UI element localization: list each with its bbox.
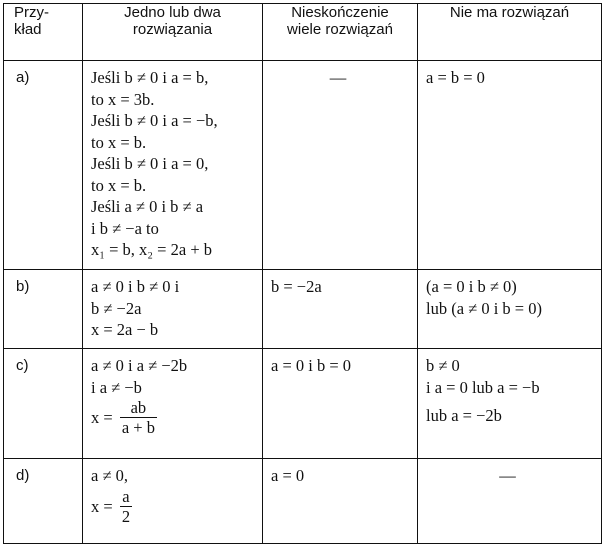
table-row-a: [4, 61, 602, 270]
header-example-line2: kład: [14, 21, 42, 38]
cell-c-line-2: i a ≠ −b: [91, 377, 142, 397]
cell-a-line-1: Jeśli b ≠ 0 i a = b,: [91, 68, 209, 87]
cell-d-none-line-1: —: [499, 466, 516, 485]
cell-c-none-line-2: i a = 0 lub a = −b: [426, 377, 540, 397]
header-example-line1: Przy-: [14, 4, 49, 21]
header-one-or-two: [83, 4, 263, 61]
cell-c-fraction-numerator: ab: [120, 398, 157, 418]
solutions-table: [3, 3, 602, 544]
cell-b-line-2: b ≠ −2a: [91, 298, 142, 318]
cell-b-line-3: x = 2a − b: [91, 320, 159, 339]
cell-c-none-line-1: b ≠ 0: [426, 356, 460, 375]
row-label-a: a): [4, 61, 83, 270]
cell-c-one-or-two: [83, 349, 263, 459]
cell-a-line-6: to x = b.: [91, 175, 147, 195]
cell-a-line-8: i b ≠ −a to: [91, 218, 159, 238]
cell-b-none: [418, 270, 602, 349]
cell-d-line-1: a ≠ 0,: [91, 466, 129, 485]
cell-a-line-4: to x = b.: [91, 132, 147, 152]
cell-d-one-or-two: [83, 459, 263, 544]
cell-c-infinite: a = 0 i b = 0: [263, 349, 418, 459]
table-row-b: [4, 270, 602, 349]
cell-b-none-line-2: lub (a ≠ 0 i b = 0): [426, 298, 542, 318]
cell-b-line-1: a ≠ 0 i b ≠ 0 i: [91, 277, 180, 296]
header-none: [418, 4, 602, 61]
cell-a-line-9: x₁ = b, x₂ = 2a + b: [91, 240, 212, 259]
cell-a-line-3: Jeśli b ≠ 0 i a = −b,: [91, 111, 218, 130]
table-row-d: [4, 459, 602, 544]
cell-d-formula: [91, 487, 258, 526]
cell-b-none-line-1: (a = 0 i b ≠ 0): [426, 277, 517, 296]
row-label-d: d): [4, 459, 83, 544]
header-one-or-two-line1: Jedno lub dwa: [124, 4, 221, 21]
header-infinite-line2: wiele rozwiązań: [287, 21, 393, 38]
cell-b-one-or-two: [83, 270, 263, 349]
cell-a-line-2: to x = 3b.: [91, 89, 155, 109]
cell-c-formula-lhs: x =: [91, 407, 113, 427]
cell-c-none: [418, 349, 602, 459]
cell-c-formula: [91, 398, 258, 437]
header-infinite: [263, 4, 418, 61]
header-row: [4, 4, 602, 61]
cell-a-infinite: —: [263, 61, 418, 270]
table-row-c: [4, 349, 602, 459]
row-label-b: b): [4, 270, 83, 349]
cell-c-fraction-denominator: a + b: [121, 418, 155, 437]
header-infinite-line1: Nieskończenie: [291, 4, 389, 21]
cell-c-line-1: a ≠ 0 i a ≠ −2b: [91, 356, 188, 375]
cell-d-none: [418, 459, 602, 544]
cell-d-fraction-denominator: 2: [121, 506, 131, 526]
cell-d-formula-lhs: x =: [91, 496, 113, 516]
cell-c-none-line-3: lub a = −2b: [426, 406, 502, 425]
cell-a-line-5: Jeśli b ≠ 0 i a = 0,: [91, 154, 209, 173]
cell-a-none: [418, 61, 602, 270]
cell-d-fraction: [120, 487, 132, 526]
header-one-or-two-line2: rozwiązania: [132, 21, 213, 38]
cell-c-fraction: [120, 398, 157, 437]
cell-b-infinite: b = −2a: [263, 270, 418, 349]
cell-a-one-or-two: [83, 61, 263, 270]
header-example: [4, 4, 83, 61]
row-label-c: c): [4, 349, 83, 459]
cell-d-infinite: a = 0: [263, 459, 418, 544]
cell-a-line-7: Jeśli a ≠ 0 i b ≠ a: [91, 197, 204, 216]
header-none-line1: Nie ma rozwiązań: [449, 4, 570, 21]
cell-d-fraction-numerator: a: [120, 487, 132, 507]
cell-a-none-line-1: a = b = 0: [426, 68, 485, 87]
